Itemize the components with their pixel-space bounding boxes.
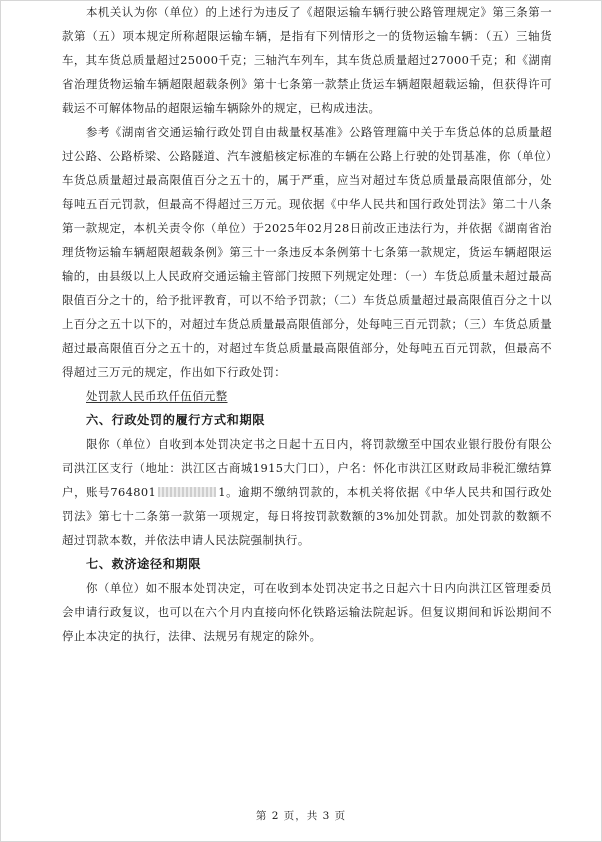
penalty-amount: 处罚款人民币玖仟伍佰元整: [86, 389, 228, 403]
paragraph-remedy: 你（单位）如不服本处罚决定，可在收到本处罚决定书之日起六十日内向洪江区管理委员会申请行政复议，也可以在六个月内直接向怀化铁路运输法院起诉。但复议期间和诉讼期间不停止本决定的执行，法律、法规另有规定的除外。: [62, 581, 552, 643]
section-heading-remedy: 七、救济途径和期限: [86, 557, 202, 571]
payment-text-after-redaction: 1。逾期不缴纳罚款的，本机关将依据《中华人民共和国行政处罚法》第七十二条第一款第一项规定，每日将按罚款数额的3%加处罚款。加处罚款的数额不超过罚款本数，并依法申请人民法院强制执行。: [62, 485, 552, 547]
redacted-account-digits: [158, 487, 216, 497]
paragraph-penalty-basis: 参考《湖南省交通运输行政处罚自由裁量权基准》公路管理篇中关于车货总体的总质量超过公路、公路桥梁、公路隧道、汽车渡船核定标准的车辆在公路上行驶的处罚基准，你（单位）车货总质量超过最高限值百分之五十的，属于严重，应当对超过车货总质量最高限值部分，处每吨五百元罚款，但最高不得超过三万元。现依据《中华人民共和国行政处罚法》第二十八条第一款规定，本机关责令你（单位）于2025年02月28日前改正违法行为，并依据《湖南省治理货物运输车辆超限超载条例》第三十一条违反本条例第十七条第一款规定，货运车辆超限运输的，由县级以上人民政府交通运输主管部门按照下列规定处理：（一）车货总质量未超过最高限值百分之十的，给予批评教育，可以不给予罚款；（二）车货总质量超过最高限值百分之十以上百分之五十以下的，对超过车货总质量最高限值部分，处每吨三百元罚款；（三）车货总质量超过最高限值百分之五十的，对超过车货总质量最高限值部分，处每吨五百元罚款，但最高不得超过三万元的规定，作出如下行政处罚：: [62, 125, 552, 379]
paragraph-violation-finding: 本机关认为你（单位）的上述行为违反了《超限运输车辆行驶公路管理规定》第三条第一款第（五）项本规定所称超限运输车辆，是指有下列情形之一的货物运输车辆：（五）三轴货车，其车货总质量超过25000千克；三轴汽车列车，其车货总质量超过27000千克；和《湖南省治理货物运输车辆超限超载条例》第十七条第一款禁止货运车辆超限超载运输，但获得许可载运不可解体物品的超限运输车辆除外的规定，已构成违法。: [62, 5, 552, 115]
section-heading-payment: 六、行政处罚的履行方式和期限: [86, 413, 266, 427]
paragraph-payment: [62, 432, 552, 552]
page-number-footer: 第 2 页，共 3 页: [255, 810, 347, 822]
document-body: [62, 0, 552, 648]
payment-text-before-redaction: 限你（单位）自收到本处罚决定书之日起十五日内，将罚款缴至中国农业银行股份有限公司洪江区支行（地址：洪江区古商城1915大门口），户名：怀化市洪江区财政局非税汇缴结算户，账号764801: [62, 437, 552, 499]
